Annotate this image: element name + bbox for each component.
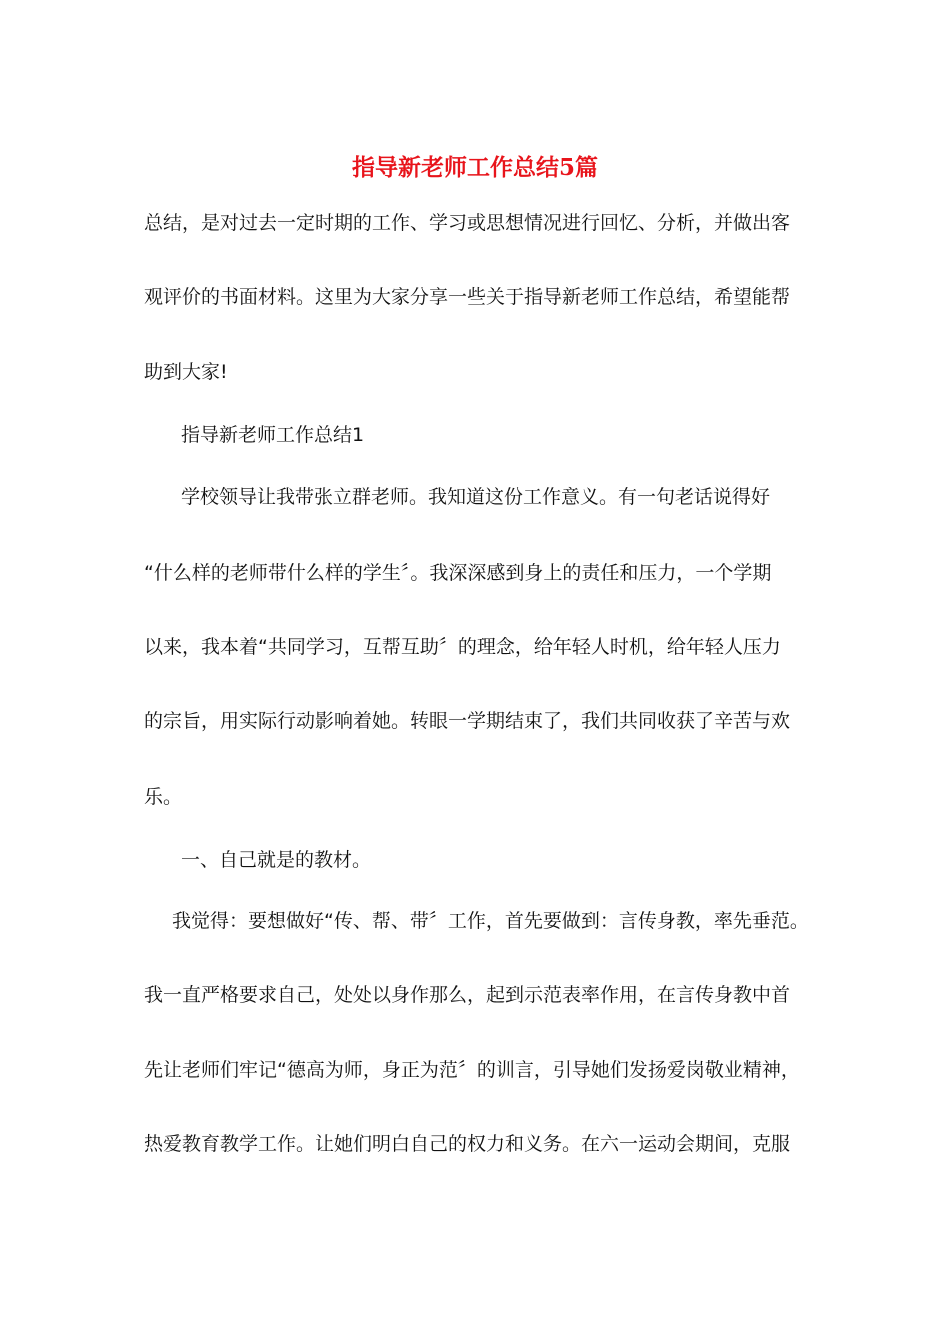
paragraph-line: 观评价的书面材料。这里为大家分享一些关于指导新老师工作总结，希望能帮	[144, 286, 791, 308]
section-heading: 指导新老师工作总结1	[181, 424, 365, 446]
subsection-heading: 一、自己就是的教材。	[181, 849, 372, 871]
paragraph-line: 我一直严格要求自己，处处以身作那么，起到示范表率作用，在言传身教中首	[144, 984, 791, 1006]
paragraph-line: 学校领导让我带张立群老师。我知道这份工作意义。有一句老话说得好	[181, 486, 771, 508]
paragraph-line: 以来，我本着“共同学习，互帮互助〞的理念，给年轻人时机，给年轻人压力	[144, 636, 781, 658]
paragraph-line: 热爱教育教学工作。让她们明白自己的权力和义务。在六一运动会期间，克服	[144, 1133, 791, 1155]
paragraph-line: “什么样的老师带什么样的学生〞。我深深感到身上的责任和压力，一个学期	[144, 562, 772, 584]
paragraph-line: 的宗旨，用实际行动影响着她。转眼一学期结束了，我们共同收获了辛苦与欢	[144, 710, 791, 732]
paragraph-line: 先让老师们牢记“德高为师，身正为范〞的训言，引导她们发扬爱岗敬业精神，	[144, 1059, 800, 1081]
paragraph-line: 助到大家!	[144, 361, 228, 383]
document-title: 指导新老师工作总结5篇	[351, 154, 598, 181]
paragraph-line: 乐。	[144, 786, 183, 808]
paragraph-line: 我觉得：要想做好“传、帮、带〞工作，首先要做到：言传身教，率先垂范。	[172, 910, 809, 932]
paragraph-line: 总结，是对过去一定时期的工作、学习或思想情况进行回忆、分析，并做出客	[144, 212, 791, 234]
